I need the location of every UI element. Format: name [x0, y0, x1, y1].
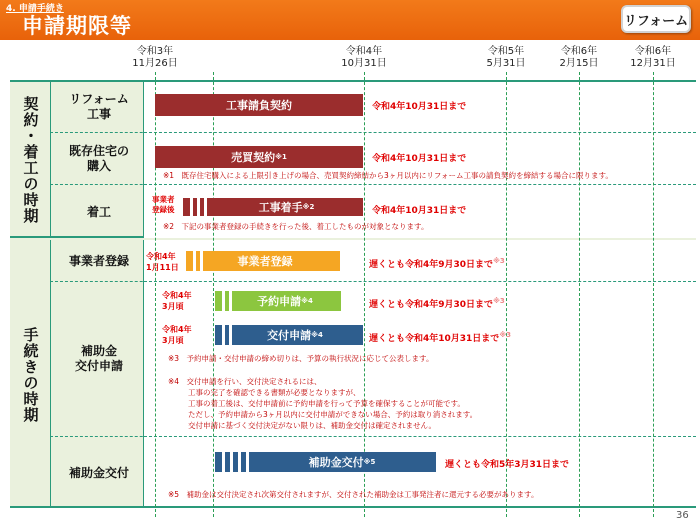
reg-start-date: 令和4年 1月11日 [146, 252, 179, 272]
row-label-registration: 事業者登録 [68, 253, 129, 268]
deadline-6: 遅くとも令和4年10月31日まで$^{※3}$ [369, 331, 511, 344]
row-label-existing: 既存住宅の 購入 [68, 144, 129, 173]
reservation-start-date: 令和4年 3月頃 [162, 291, 192, 311]
sale-contract-bar: 売買契約 ※1 [155, 146, 363, 168]
deadline-4: 遅くとも令和4年9月30日まで$^{※3}$ [369, 257, 505, 270]
bar-stripe [190, 198, 193, 216]
date-line-extra [213, 72, 214, 517]
section-label: 4. 申請手続き [6, 4, 64, 14]
bar-stripe [222, 291, 225, 311]
date-label-1: 令和3年 11月26日 [132, 46, 178, 69]
date-line-4 [579, 72, 580, 517]
row-separator [144, 184, 696, 185]
date-line-2 [364, 72, 365, 517]
row-label-reform: リフォーム 工事 [69, 92, 129, 121]
reform-tag: リフォーム [621, 5, 691, 33]
bar-stripe [193, 251, 196, 271]
grant-application-label: 交付申請 ※4 [267, 329, 323, 342]
deadline-1: 令和4年10月31日まで [372, 102, 467, 112]
subsidy-grant-label: 補助金交付 ※5 [308, 456, 376, 469]
date-label-4: 令和6年 2月15日 [559, 46, 599, 69]
deadline-5: 遅くとも令和4年9月30日まで$^{※3}$ [369, 297, 505, 310]
biz-reg-pre-label: 事業者 登録後 [152, 195, 175, 214]
page-title: 申請期限等 [22, 14, 132, 38]
row-label-subsidy-apply: 補助金 交付申請 [74, 344, 123, 373]
construction-start-label: 工事着手 ※2 [258, 201, 315, 214]
note-4e: 交付申請に基づく交付決定がない限りは、補助金交付は確定されません。 [188, 421, 436, 430]
category-contract: 契約・着工の時期 [21, 96, 40, 224]
note-4c: 工事の着工後は、交付申請前に予約申請を行って予算を確保することが可能です。 [188, 399, 465, 408]
note-5: ※5 補助金は交付決定され次第交付されますが、交付された補助金は工事発注者に還元する必要があります。 [168, 490, 539, 499]
bar-stripe [230, 452, 233, 472]
bar-stripe [222, 452, 225, 472]
reservation-label: 予約申請 ※4 [257, 295, 313, 308]
note-4b: 工事の完了を確認できる書類が必要となりますが、 [188, 388, 361, 397]
bar-stripe [204, 198, 207, 216]
date-line-1 [155, 72, 156, 517]
note-3: ※3 予約申請・交付申請の締め切りは、予算の執行状況に応じて公表します。 [168, 354, 434, 363]
note-4d: ただし、予約申請から3ヶ月以内に交付申請ができない場合、予約は取り消されます。 [188, 410, 478, 419]
note-4a: ※4 交付申請を行い、交付決定されるには、 [168, 377, 322, 386]
row-separator [144, 281, 696, 282]
bar-stripe [238, 452, 241, 472]
deadline-7: 遅くとも令和5年3月31日まで [445, 460, 570, 470]
row-label-start: 着工 [86, 204, 111, 219]
date-line-5 [653, 72, 654, 517]
note-2: ※2 下記の事業者登録の手続きを行った後、着工したものが対象となります。 [163, 222, 429, 231]
bar-stripe [200, 251, 203, 271]
page-number: 36 [676, 510, 689, 521]
row-label-subsidy-grant: 補助金交付 [68, 465, 129, 480]
date-label-2: 令和4年 10月31日 [341, 46, 387, 69]
bar-stripe [246, 452, 249, 472]
deadline-2: 令和4年10月31日まで [372, 154, 467, 164]
row-separator [144, 436, 696, 437]
date-label-5: 令和6年 12月31日 [630, 46, 676, 69]
bar-stripe [229, 325, 232, 345]
bar-stripe [222, 325, 225, 345]
bar-stripe [197, 198, 200, 216]
note-1: ※1 既存住宅購入による上限引き上げの場合、売買契約締結から3ヶ月以内にリフォーム工事の請負契約を締結する場合に限ります。 [163, 171, 613, 180]
grant-start-date: 令和4年 3月頃 [162, 325, 192, 345]
contract-col-divider [50, 82, 51, 238]
row-separator [144, 132, 696, 133]
bar-stripe [229, 291, 232, 311]
construction-contract-bar: 工事請負契約 [155, 94, 363, 116]
biz-registration-label: 事業者登録 [237, 255, 293, 268]
date-label-3: 令和5年 5月31日 [486, 46, 526, 69]
category-procedure: 手続きの時期 [21, 327, 40, 423]
deadline-3: 令和4年10月31日まで [372, 206, 467, 216]
date-line-3 [506, 72, 507, 517]
